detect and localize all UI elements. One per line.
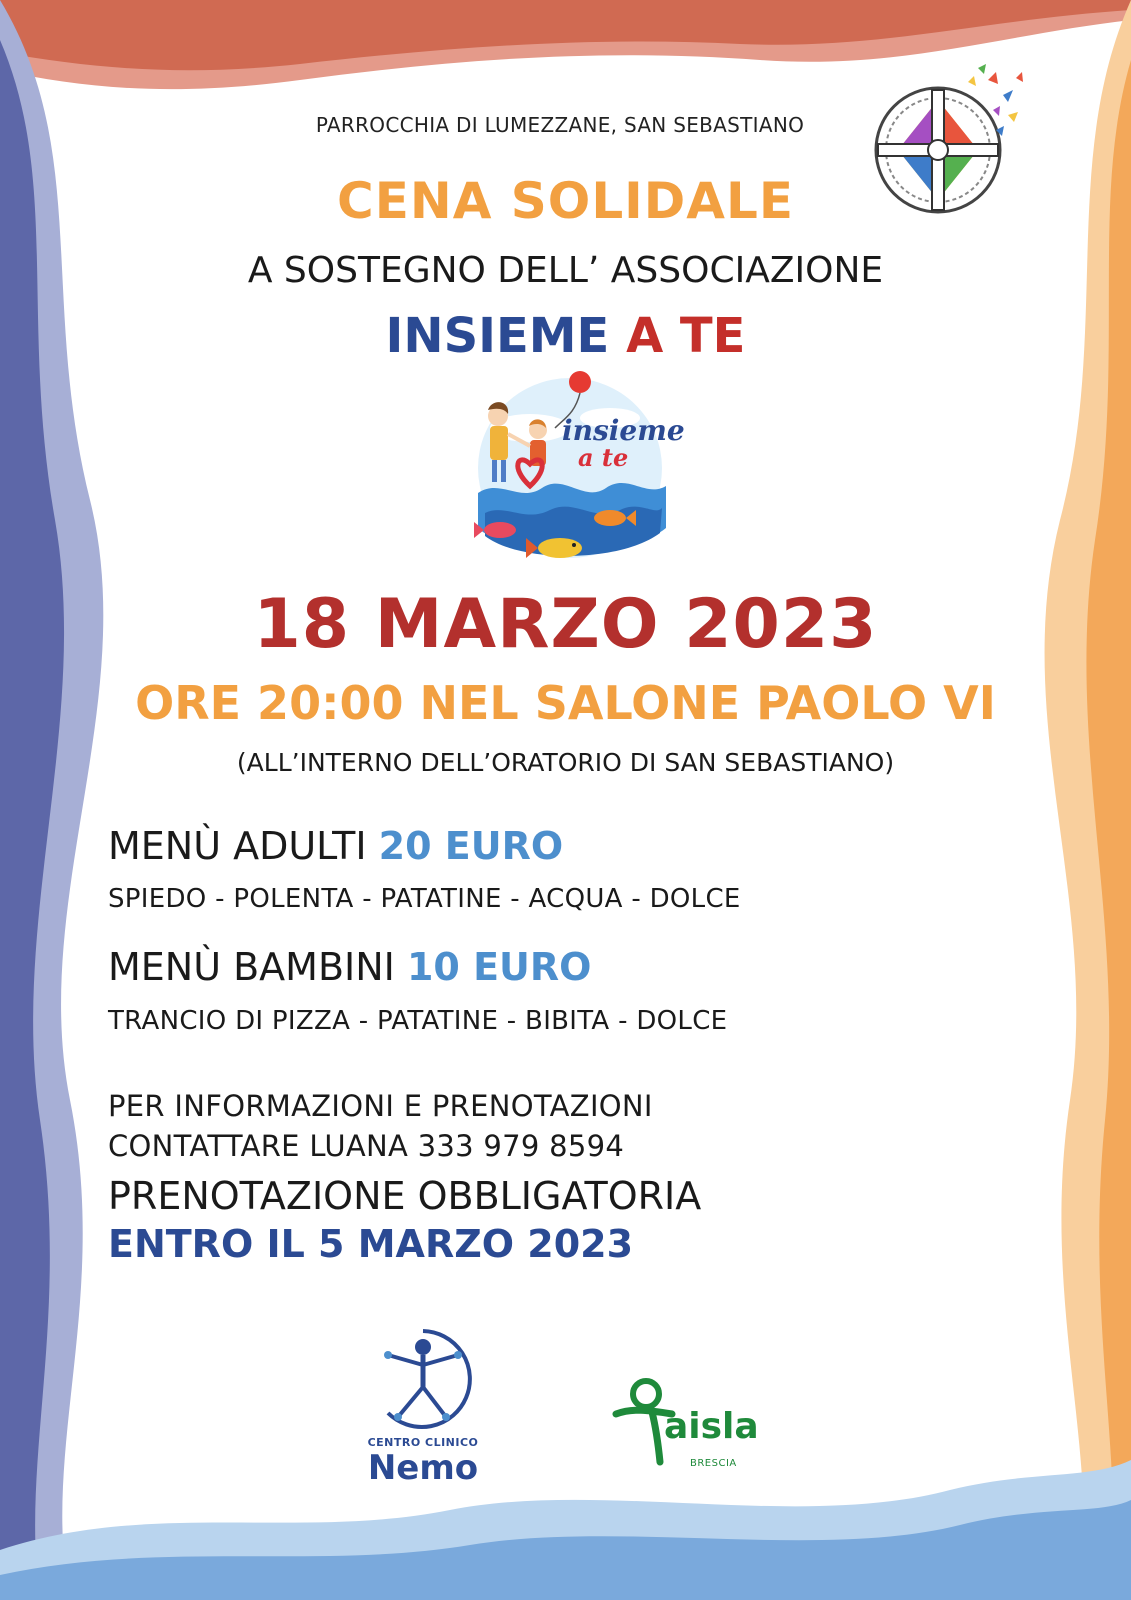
menu-kids-items: TRANCIO DI PIZZA - PATATINE - BIBITA - DOLCE: [108, 1006, 728, 1036]
menu-adults-price: 20 EURO: [378, 824, 564, 868]
menu-adults-heading: [108, 824, 563, 868]
event-title: CENA SOLIDALE: [337, 172, 794, 230]
menu-adults-label: MENÙ ADULTI: [108, 824, 367, 868]
event-time-place: ORE 20:00 NEL SALONE PAOLO VI: [135, 676, 996, 730]
booking-deadline: ENTRO IL 5 MARZO 2023: [108, 1222, 634, 1266]
aisla-logo-name: aisla: [664, 1406, 759, 1447]
association-name-part1: INSIEME: [385, 308, 610, 364]
event-date: 18 MARZO 2023: [253, 585, 878, 664]
support-line: A SOSTEGNO DELL’ ASSOCIAZIONE: [247, 250, 884, 291]
parish-name: PARROCCHIA DI LUMEZZANE, SAN SEBASTIANO: [315, 113, 805, 137]
association-name: [0, 308, 1131, 364]
insieme-logo-text: insieme: [562, 414, 685, 447]
nemo-logo-icon: [368, 1325, 478, 1435]
association-name-part2: A TE: [626, 308, 746, 364]
location-note: (ALL’INTERNO DELL’ORATORIO DI SAN SEBASTIANO): [236, 748, 895, 777]
info-line-1: PER INFORMAZIONI E PRENOTAZIONI: [108, 1089, 653, 1123]
info-block: [108, 1086, 653, 1166]
nemo-logo-caption: CENTRO CLINICO: [367, 1436, 479, 1449]
aisla-logo-city: BRESCIA: [690, 1458, 737, 1469]
menu-kids-label: MENÙ BAMBINI: [108, 945, 395, 989]
menu-kids-heading: [108, 945, 591, 989]
insieme-a-te-logo: [470, 368, 685, 568]
info-line-2: CONTATTARE LUANA 333 979 8594: [108, 1129, 625, 1163]
nemo-logo-name: Nemo: [367, 1448, 479, 1488]
menu-adults-items: SPIEDO - POLENTA - PATATINE - ACQUA - DOLCE: [108, 884, 741, 914]
a-te-logo-text: a te: [578, 443, 629, 472]
booking-required: PRENOTAZIONE OBBLIGATORIA: [108, 1174, 702, 1218]
menu-kids-price: 10 EURO: [406, 945, 592, 989]
